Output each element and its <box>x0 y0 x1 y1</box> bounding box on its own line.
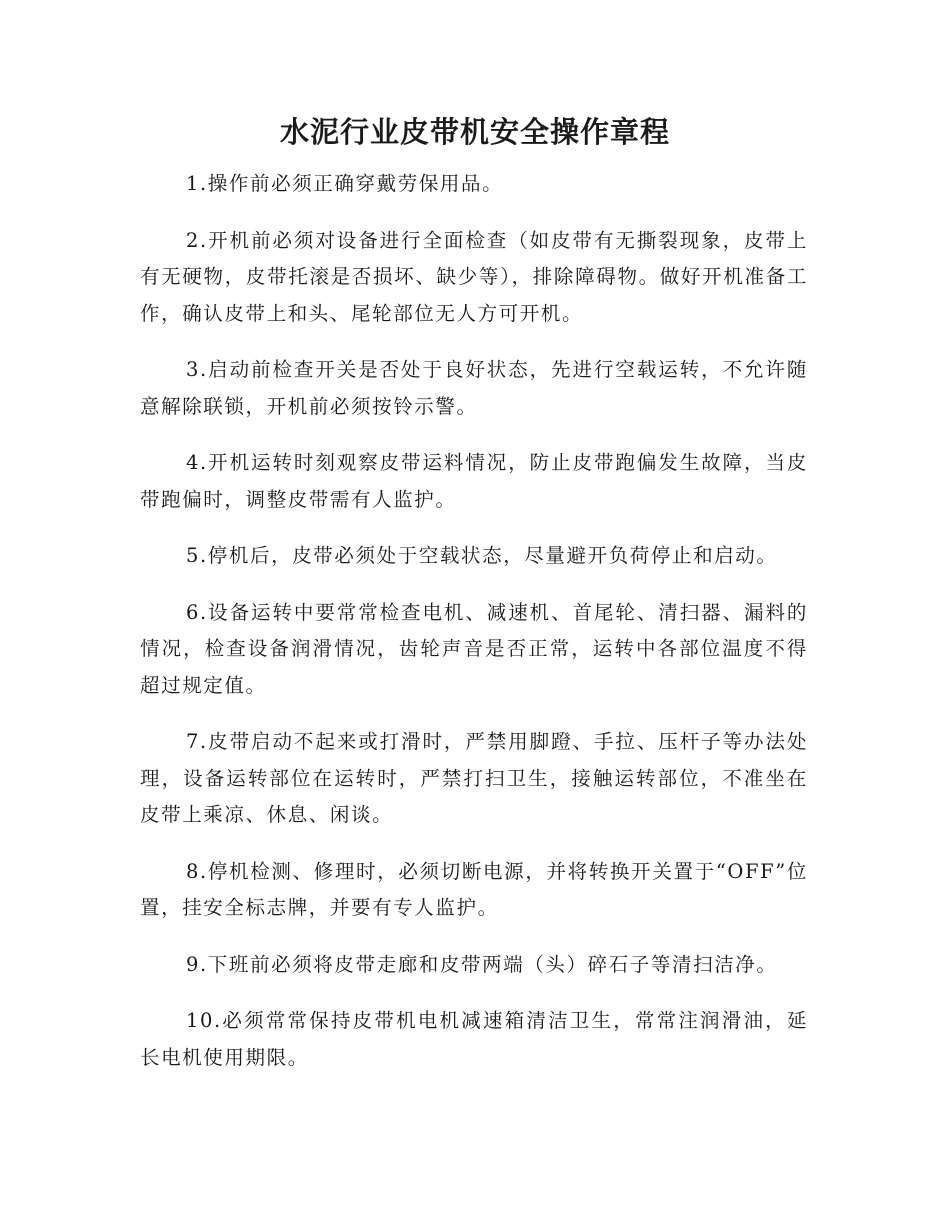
paragraph-5: 5.停机后，皮带必须处于空载状态，尽量避开负荷停止和启动。 <box>186 544 778 567</box>
paragraph-10: 10.必须常常保持皮带机电机减速箱清洁卫生，常常注润滑油，延长电机使用期限。 <box>140 1009 808 1069</box>
paragraph-6: 6.设备运转中要常常检查电机、减速机、首尾轮、清扫器、漏料的情况，检查设备润滑情况，齿轮声音是否正常，运转中各部位温度不得超过规定值。 <box>140 600 808 697</box>
paragraph-7: 7.皮带启动不起来或打滑时，严禁用脚蹬、手拉、压杆子等办法处理，设备运转部位在运转时，严禁打扫卫生，接触运转部位，不准坐在皮带上乘凉、休息、闲谈。 <box>140 730 808 826</box>
paragraph-4: 4.开机运转时刻观察皮带运料情况，防止皮带跑偏发生故障，当皮带跑偏时，调整皮带需有人监护。 <box>140 451 808 511</box>
paragraph-2: 2.开机前必须对设备进行全面检查（如皮带有无撕裂现象，皮带上有无硬物，皮带托滚是否损坏、缺少等），排除障碍物。做好开机准备工作，确认皮带上和头、尾轮部位无人方可开机。 <box>140 228 808 325</box>
paragraph-8: 8.停机检测、修理时，必须切断电源，并将转换开关置于“OFF”位置，挂安全标志牌，并要有专人监护。 <box>140 859 808 919</box>
paragraph-9: 9.下班前必须将皮带走廊和皮带两端（头）碎石子等清扫洁净。 <box>186 952 778 976</box>
document-body <box>140 166 808 1096</box>
paragraph-1: 1.操作前必须正确穿戴劳保用品。 <box>186 172 504 195</box>
paragraph-3: 3.启动前检查开关是否处于良好状态，先进行空载运转，不允许随意解除联锁，开机前必须按铃示警。 <box>140 358 808 418</box>
document-title: 水泥行业皮带机安全操作章程 <box>279 115 670 149</box>
